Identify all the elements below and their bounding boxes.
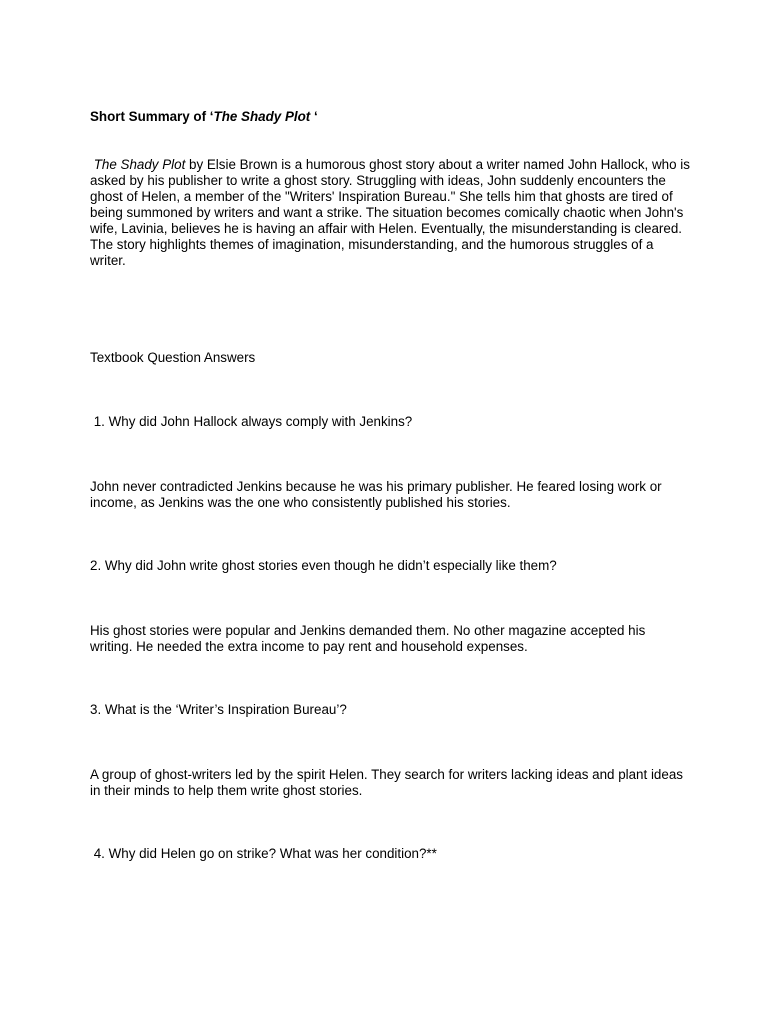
question-1: 1. Why did John Hallock always comply with Jenkins? bbox=[90, 414, 413, 429]
title-book-name: The Shady Plot bbox=[213, 109, 311, 124]
section-heading: Textbook Question Answers bbox=[90, 350, 256, 365]
question-3: 3. What is the ‘Writer’s Inspiration Bureau’? bbox=[90, 702, 347, 717]
answer-1: John never contradicted Jenkins because he was his primary publisher. He feared losing work or income, as Jenkins was the one who consistently published his stories. bbox=[90, 479, 662, 510]
answer-2: His ghost stories were popular and Jenkins demanded them. No other magazine accepted his writing. He needed the extra income to pay rent and household expenses. bbox=[90, 623, 646, 654]
summary-paragraph bbox=[90, 157, 690, 269]
answer-3: A group of ghost-writers led by the spirit Helen. They search for writers lacking ideas and plant ideas in their minds to help them write ghost stories. bbox=[90, 767, 683, 798]
document-title bbox=[90, 109, 690, 125]
summary-body: by Elsie Brown is a humorous ghost story about a writer named John Hallock, who is asked by his publisher to write a ghost story. Struggling with ideas, John suddenly encounters the ghost of Helen, a member of the "Writers' Inspiration Bureau." She tells him that ghosts are tired of being summoned by writers and want a strike. The situation becomes comically chaotic when John's wife, Lavinia, believes he is having an affair with Helen. Eventually, the misunderstanding is cleared. The story highlights themes of imagination, misunderstanding, and the humorous struggles of a writer. bbox=[90, 157, 690, 268]
summary-book-name: The Shady Plot bbox=[93, 157, 186, 172]
question-2: 2. Why did John write ghost stories even though he didn’t especially like them? bbox=[90, 558, 557, 573]
question-4: 4. Why did Helen go on strike? What was her condition?** bbox=[90, 846, 437, 861]
title-prefix: Short Summary of ‘ bbox=[90, 109, 214, 124]
title-suffix: ‘ bbox=[310, 109, 318, 124]
